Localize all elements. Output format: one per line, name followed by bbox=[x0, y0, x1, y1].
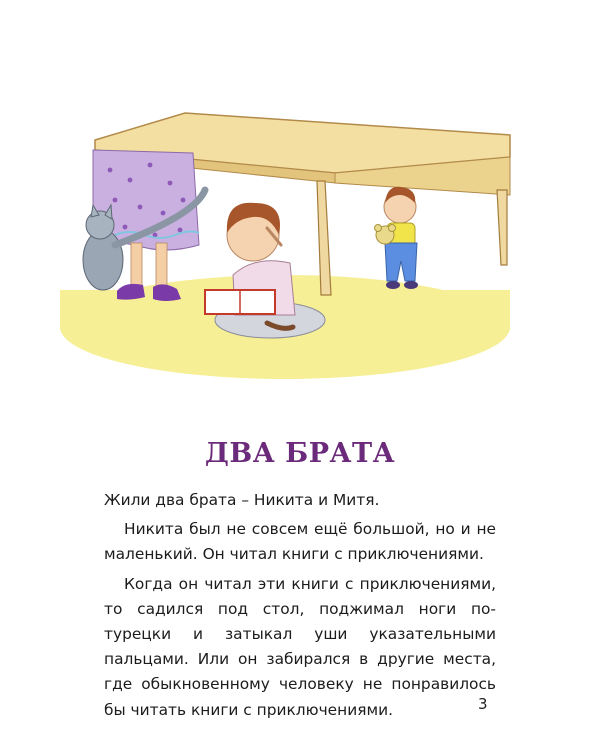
boy-mitya bbox=[375, 187, 419, 289]
table-leg-right bbox=[497, 190, 507, 265]
lady-leg-left bbox=[131, 243, 142, 287]
lady-leg-right bbox=[156, 243, 167, 287]
lady-shoe-left bbox=[117, 284, 145, 300]
illustration-children-under-table bbox=[55, 95, 515, 385]
story-title: ДВА БРАТА bbox=[204, 438, 396, 469]
boy-nikita bbox=[205, 203, 325, 338]
story-paragraph-1: Жили два брата – Никита и Митя. bbox=[104, 491, 380, 509]
story-text bbox=[104, 488, 496, 727]
story-paragraph-3: Когда он читал эти книги с приключениями, то садился под стол, поджимал ноги по-турецки и затыкал уши указательными пальцами. Или он забирался в другие места, где обыкновенному человеку не понравилось бы читать книги с приключениями. bbox=[104, 574, 496, 719]
page-number: 3 bbox=[478, 695, 488, 713]
story-paragraph-2: Никита был не совсем ещё большой, но и не маленький. Он читал книги с приключениями. bbox=[104, 520, 496, 564]
